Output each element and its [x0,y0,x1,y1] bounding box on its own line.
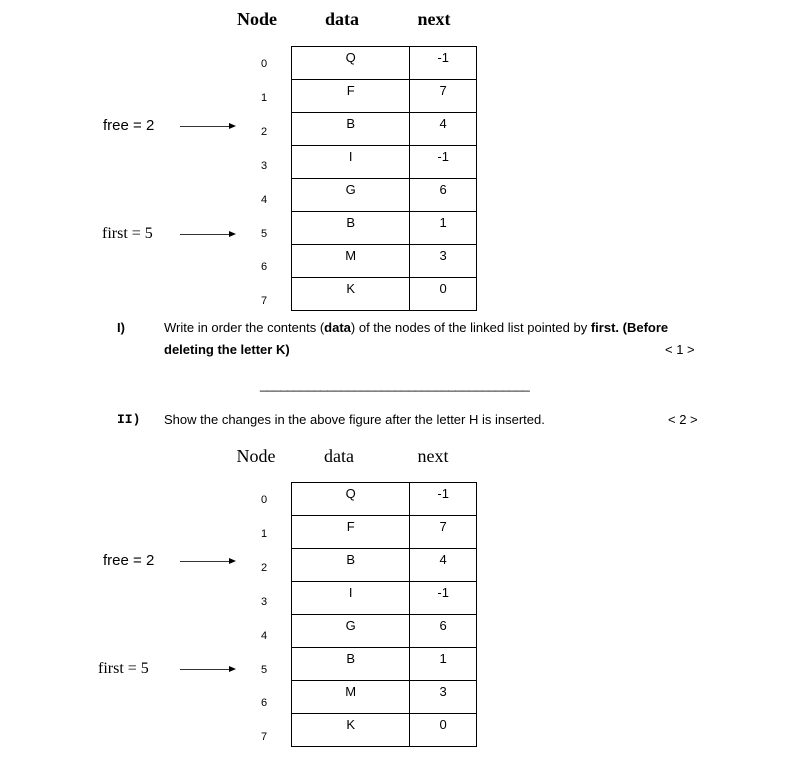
next-cell: -1 [410,47,477,80]
data-cell: I [292,582,410,615]
table-row [292,146,477,179]
table-row [292,245,477,278]
data-cell: M [292,681,410,714]
node-index: 4 [260,629,268,642]
first-label: first = 5 [98,660,149,677]
next-cell: -1 [410,146,477,179]
table-row [292,278,477,311]
next-cell: 4 [410,113,477,146]
data-cell: B [292,113,410,146]
header-data: data [324,9,360,29]
node-index: 6 [260,697,268,710]
node-index: 1 [260,527,268,540]
node-index: 0 [260,494,268,506]
data-cell: M [292,245,410,278]
next-cell: 3 [410,681,477,714]
arrow-icon [180,561,230,562]
data-cell: F [292,516,410,549]
next-cell: 3 [410,245,477,278]
q1-bold-a: data [324,320,351,335]
next-cell: 0 [410,714,477,747]
node-table [291,482,477,747]
header-node: Node [236,446,276,466]
node-index: 7 [260,295,268,308]
header-next: next [417,446,449,466]
table-row [292,516,477,549]
q1-text-b: ) of the nodes of the linked list pointed by [350,320,591,335]
table-row [292,47,477,80]
table-row [292,648,477,681]
data-cell: Q [292,483,410,516]
table-row [292,582,477,615]
next-cell: 7 [410,80,477,113]
question-2-text: Show the changes in the above figure after the letter H is inserted. [164,412,545,427]
question-1-number: I) [117,320,125,335]
question-1-text [164,320,668,335]
node-index: 7 [260,731,268,744]
node-index: 2 [260,561,268,574]
question-1-line2: deleting the letter K) [164,342,290,357]
node-index: 5 [260,227,268,240]
table-row [292,615,477,648]
data-cell: B [292,648,410,681]
data-cell: B [292,212,410,245]
node-index: 0 [260,58,268,70]
question-2-marks: < 2 > [668,412,698,427]
data-cell: G [292,179,410,212]
table-row [292,80,477,113]
data-cell: K [292,714,410,747]
header-next: next [417,9,451,29]
data-cell: F [292,80,410,113]
next-cell: 1 [410,648,477,681]
question-1-marks: < 1 > [665,342,695,357]
node-index: 4 [260,193,268,206]
next-cell: 4 [410,549,477,582]
next-cell: 7 [410,516,477,549]
answer-line: ________________________________________ [260,377,530,392]
q1-bold-b: first. (Before [590,320,669,335]
table-row [292,179,477,212]
arrow-icon [180,126,230,127]
table-row [292,549,477,582]
free-label: free = 2 [103,552,155,569]
node-index: 1 [260,91,268,104]
data-cell: I [292,146,410,179]
data-cell: B [292,549,410,582]
data-cell: K [292,278,410,311]
data-cell: G [292,615,410,648]
next-cell: 1 [410,212,477,245]
next-cell: 0 [410,278,477,311]
node-index: 2 [260,125,268,138]
next-cell: 6 [410,615,477,648]
node-index: 5 [260,663,268,676]
data-cell: Q [292,47,410,80]
node-index: 3 [260,159,268,172]
arrow-icon [180,669,230,670]
table-row [292,681,477,714]
first-label: first = 5 [102,225,153,242]
next-cell: -1 [410,483,477,516]
arrow-icon [180,234,230,235]
question-2-number: II) [117,412,141,427]
node-table [291,46,477,311]
table-row [292,212,477,245]
table-row [292,714,477,747]
node-index: 6 [260,261,268,274]
next-cell: 6 [410,179,477,212]
header-data: data [324,446,354,466]
header-node: Node [237,9,277,29]
free-label: free = 2 [103,117,155,134]
q1-text-a: Write in order the contents ( [164,320,325,335]
table-row [292,113,477,146]
table-row [292,483,477,516]
next-cell: -1 [410,582,477,615]
node-index: 3 [260,595,268,608]
